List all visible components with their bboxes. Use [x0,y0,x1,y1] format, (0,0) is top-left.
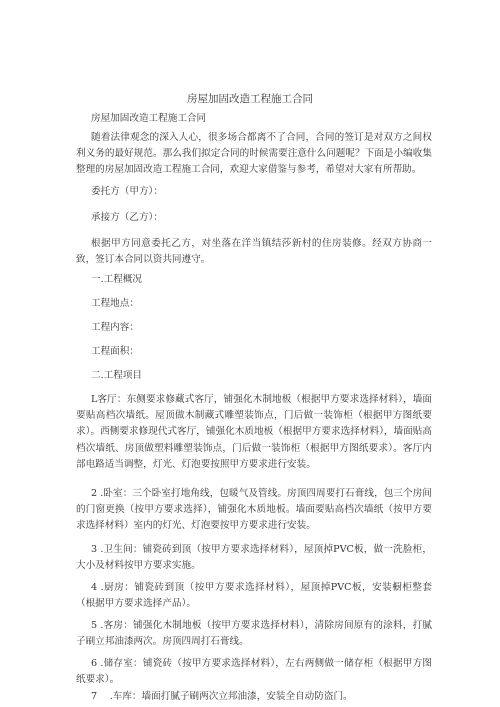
intro-paragraph: 随着法律观念的深入人心，很多场合都离不了合同，合同的签订是对双方之间权利义务的最好规范。那么我们拟定合同的时候需要注意什么问题呢？下面是小编收集整理的房屋加固改造工程施工合同，欢迎大家借鉴与参考，希望对大家有所帮助。 [76,132,432,176]
project-site-line: 工程地点： [91,298,139,309]
item-garage: 7 .车库：墙面打腻子刷两次立邦油漆，安装全自动防盗门。 [91,691,353,702]
item-storage-room: 6 .储存室：铺瓷砖（按甲方要求选择材料），左右两侧做一储存柜（根据甲方图纸要求）。 [76,658,432,686]
document-subtitle: 房屋加固改造工程施工合同 [91,113,207,124]
agreement-paragraph: 根据甲方同意委托乙方，对坐落在洋当镇结莎新村的住房装修。经双方协商一致，签订本合同以资共同遵守。 [76,238,432,266]
item-bathroom: 3 .卫生间：铺瓷砖到顶（按甲方要求选择材料），屋顶掉PVC板，做一洗脸柜，大小及材料按甲方要求实施。 [76,544,432,572]
item-kitchen: 4 .厨房：铺瓷砖到顶（按甲方要求选择材料），屋顶掉PVC板，安装橱柜整套（根据甲方要求选择产品）。 [76,582,432,610]
section-heading-overview: 一.工程概况 [91,274,143,285]
party-b-line: 承接方（乙方）： [91,212,163,223]
document-title: 房屋加固改造工程施工合同 [187,93,313,105]
item-bedroom: 2 .卧室：三个卧室打地角线，包暖气及管线。房顶四周要打石膏线，包三个房间的门窗更换（按甲方要求选择），铺强化木质地板。墙面要贴高档次墙纸（按甲方要求选择材料）室内的灯光、灯泡要按甲方要求进行安装。 [76,488,432,532]
item-guest-room: 5 .客房：铺强化木制地板（按甲方要求选择材料），清除房间原有的涂料，打腻子刷立邦油漆两次。房顶四周打石膏线。 [76,620,432,648]
item-living-room: L客厅：东侧要求修藏式客厅，铺强化木制地板（根据甲方要求选择材料），墙面要贴高档次墙纸。屋顶做木制藏式雕塑装饰点，门后做一装饰柜（根据甲方图纸要求）。西侧要求修现代式客厅，铺强化木质地板（根据甲方要求选择材料），墙面贴高档次墙纸、房顶做塑料雕塑装饰点，门后做一装饰柜（根据甲方图纸要求）。客厅内部电路适当调整，灯光、灯泡要按照甲方要求进行安装。 [76,394,432,470]
party-a-line: 委托方（甲方）： [91,186,163,197]
project-content-line: 工程内容： [91,322,139,333]
project-area-line: 工程面积： [91,346,139,357]
section-heading-items: 二.工程项目 [91,370,143,381]
